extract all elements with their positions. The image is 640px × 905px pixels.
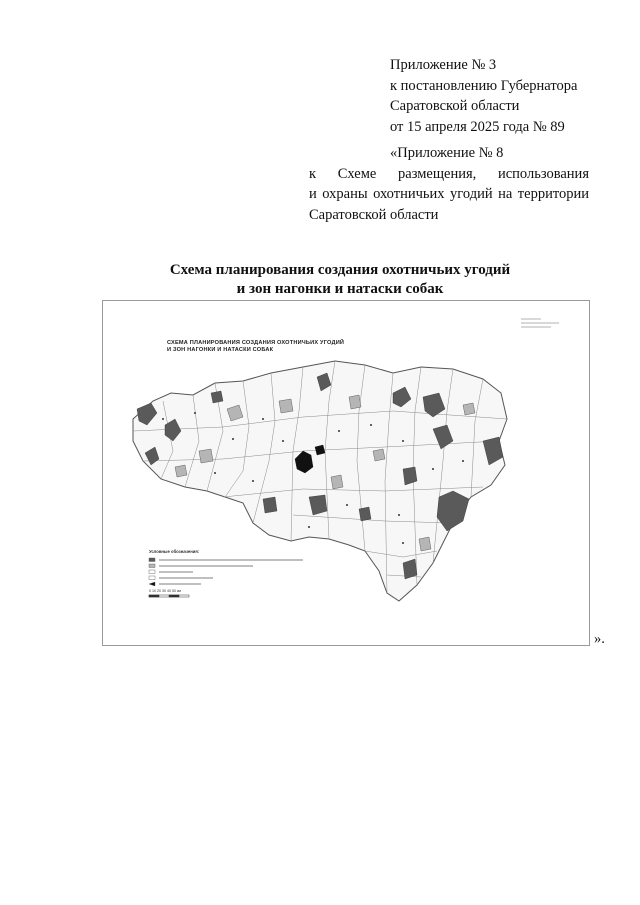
document-title xyxy=(140,261,540,299)
appendix-8-line: «Приложение № 8 xyxy=(390,145,504,161)
scale-label: 0 10 20 30 40 50 км xyxy=(149,589,182,593)
appendix-3-block xyxy=(390,55,577,137)
title-line: Схема планирования создания охотничьих угодий xyxy=(169,262,511,278)
map-figure xyxy=(102,300,590,646)
appendix-3-line: к постановлению Губернатора xyxy=(390,77,578,94)
title-line: и зон нагонки и натаски собак xyxy=(236,281,444,297)
appendix-3-line: Приложение № 3 xyxy=(390,57,497,73)
appendix-8-line: к Схеме размещения, использования xyxy=(309,165,589,182)
legend-title: Условные обозначения: xyxy=(149,549,200,554)
appendix-8-line: Саратовской области xyxy=(309,206,439,223)
map-legend xyxy=(149,549,199,555)
region-outline xyxy=(133,361,507,601)
scale-bar xyxy=(149,595,189,597)
appendix-8-block xyxy=(309,143,589,225)
corner-note-marks xyxy=(521,319,559,327)
appendix-8-line: и охраны охотничьих угодий на территории xyxy=(309,186,589,202)
closing-quote: ». xyxy=(594,631,605,647)
map-inner-title xyxy=(167,340,344,354)
map-title-line: И ЗОН НАГОНКИ И НАТАСКИ СОБАК xyxy=(167,347,274,353)
legend-swatches xyxy=(149,558,303,586)
appendix-3-line: Саратовской области xyxy=(390,98,520,114)
appendix-3-line: от 15 апреля 2025 года № 89 xyxy=(390,118,565,135)
map-title-line: СХЕМА ПЛАНИРОВАНИЯ СОЗДАНИЯ ОХОТНИЧЬИХ УГОДИЙ xyxy=(167,340,345,346)
